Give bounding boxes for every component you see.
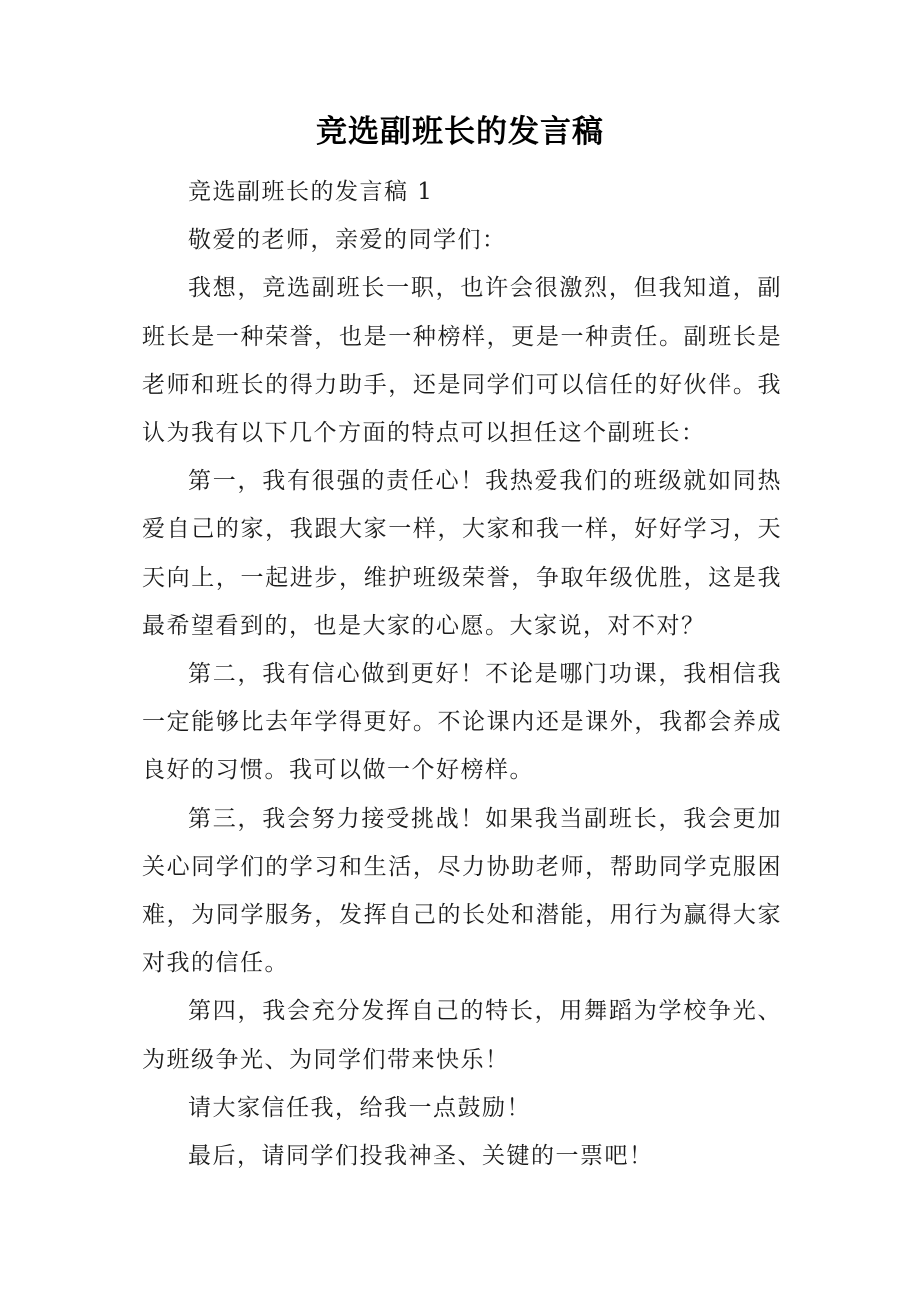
paragraph-request: 请大家信任我，给我一点鼓励！ [188, 1094, 531, 1121]
section-heading: 竞选副班长的发言稿 1 [188, 179, 434, 205]
paragraph-point-3: 第三，我会努力接受挑战！如果我当副班长，我会更加关心同学们的学习和生活，尽力协助老师，帮助同学克服困难，为同学服务，发挥自己的长处和潜能，用行为赢得大家对我的信任。 [142, 805, 782, 977]
document-title: 竞选副班长的发言稿 [316, 114, 604, 150]
paragraph-intro: 我想，竞选副班长一职，也许会很激烈，但我知道，副班长是一种荣誉，也是一种榜样，更是一种责任。副班长是老师和班长的得力助手，还是同学们可以信任的好伙伴。我认为我有以下几个方面的特点可以担任这个副班长： [142, 275, 782, 447]
paragraph-point-1: 第一，我有很强的责任心！我热爱我们的班级就如同热爱自己的家，我跟大家一样，大家和我一样，好好学习，天天向上，一起进步，维护班级荣誉，争取年级优胜，这是我最希望看到的，也是大家的心愿。大家说，对不对？ [142, 468, 782, 639]
paragraph-closing: 最后，请同学们投我神圣、关键的一票吧！ [188, 1143, 654, 1170]
paragraph-point-2: 第二，我有信心做到更好！不论是哪门功课，我相信我一定能够比去年学得更好。不论课内还是课外，我都会养成良好的习惯。我可以做一个好榜样。 [142, 661, 782, 784]
document-body [142, 168, 782, 1180]
paragraph-point-4: 第四，我会充分发挥自己的特长，用舞蹈为学校争光、为班级争光、为同学们带来快乐！ [142, 998, 782, 1073]
salutation: 敬爱的老师，亲爱的同学们： [188, 227, 507, 254]
